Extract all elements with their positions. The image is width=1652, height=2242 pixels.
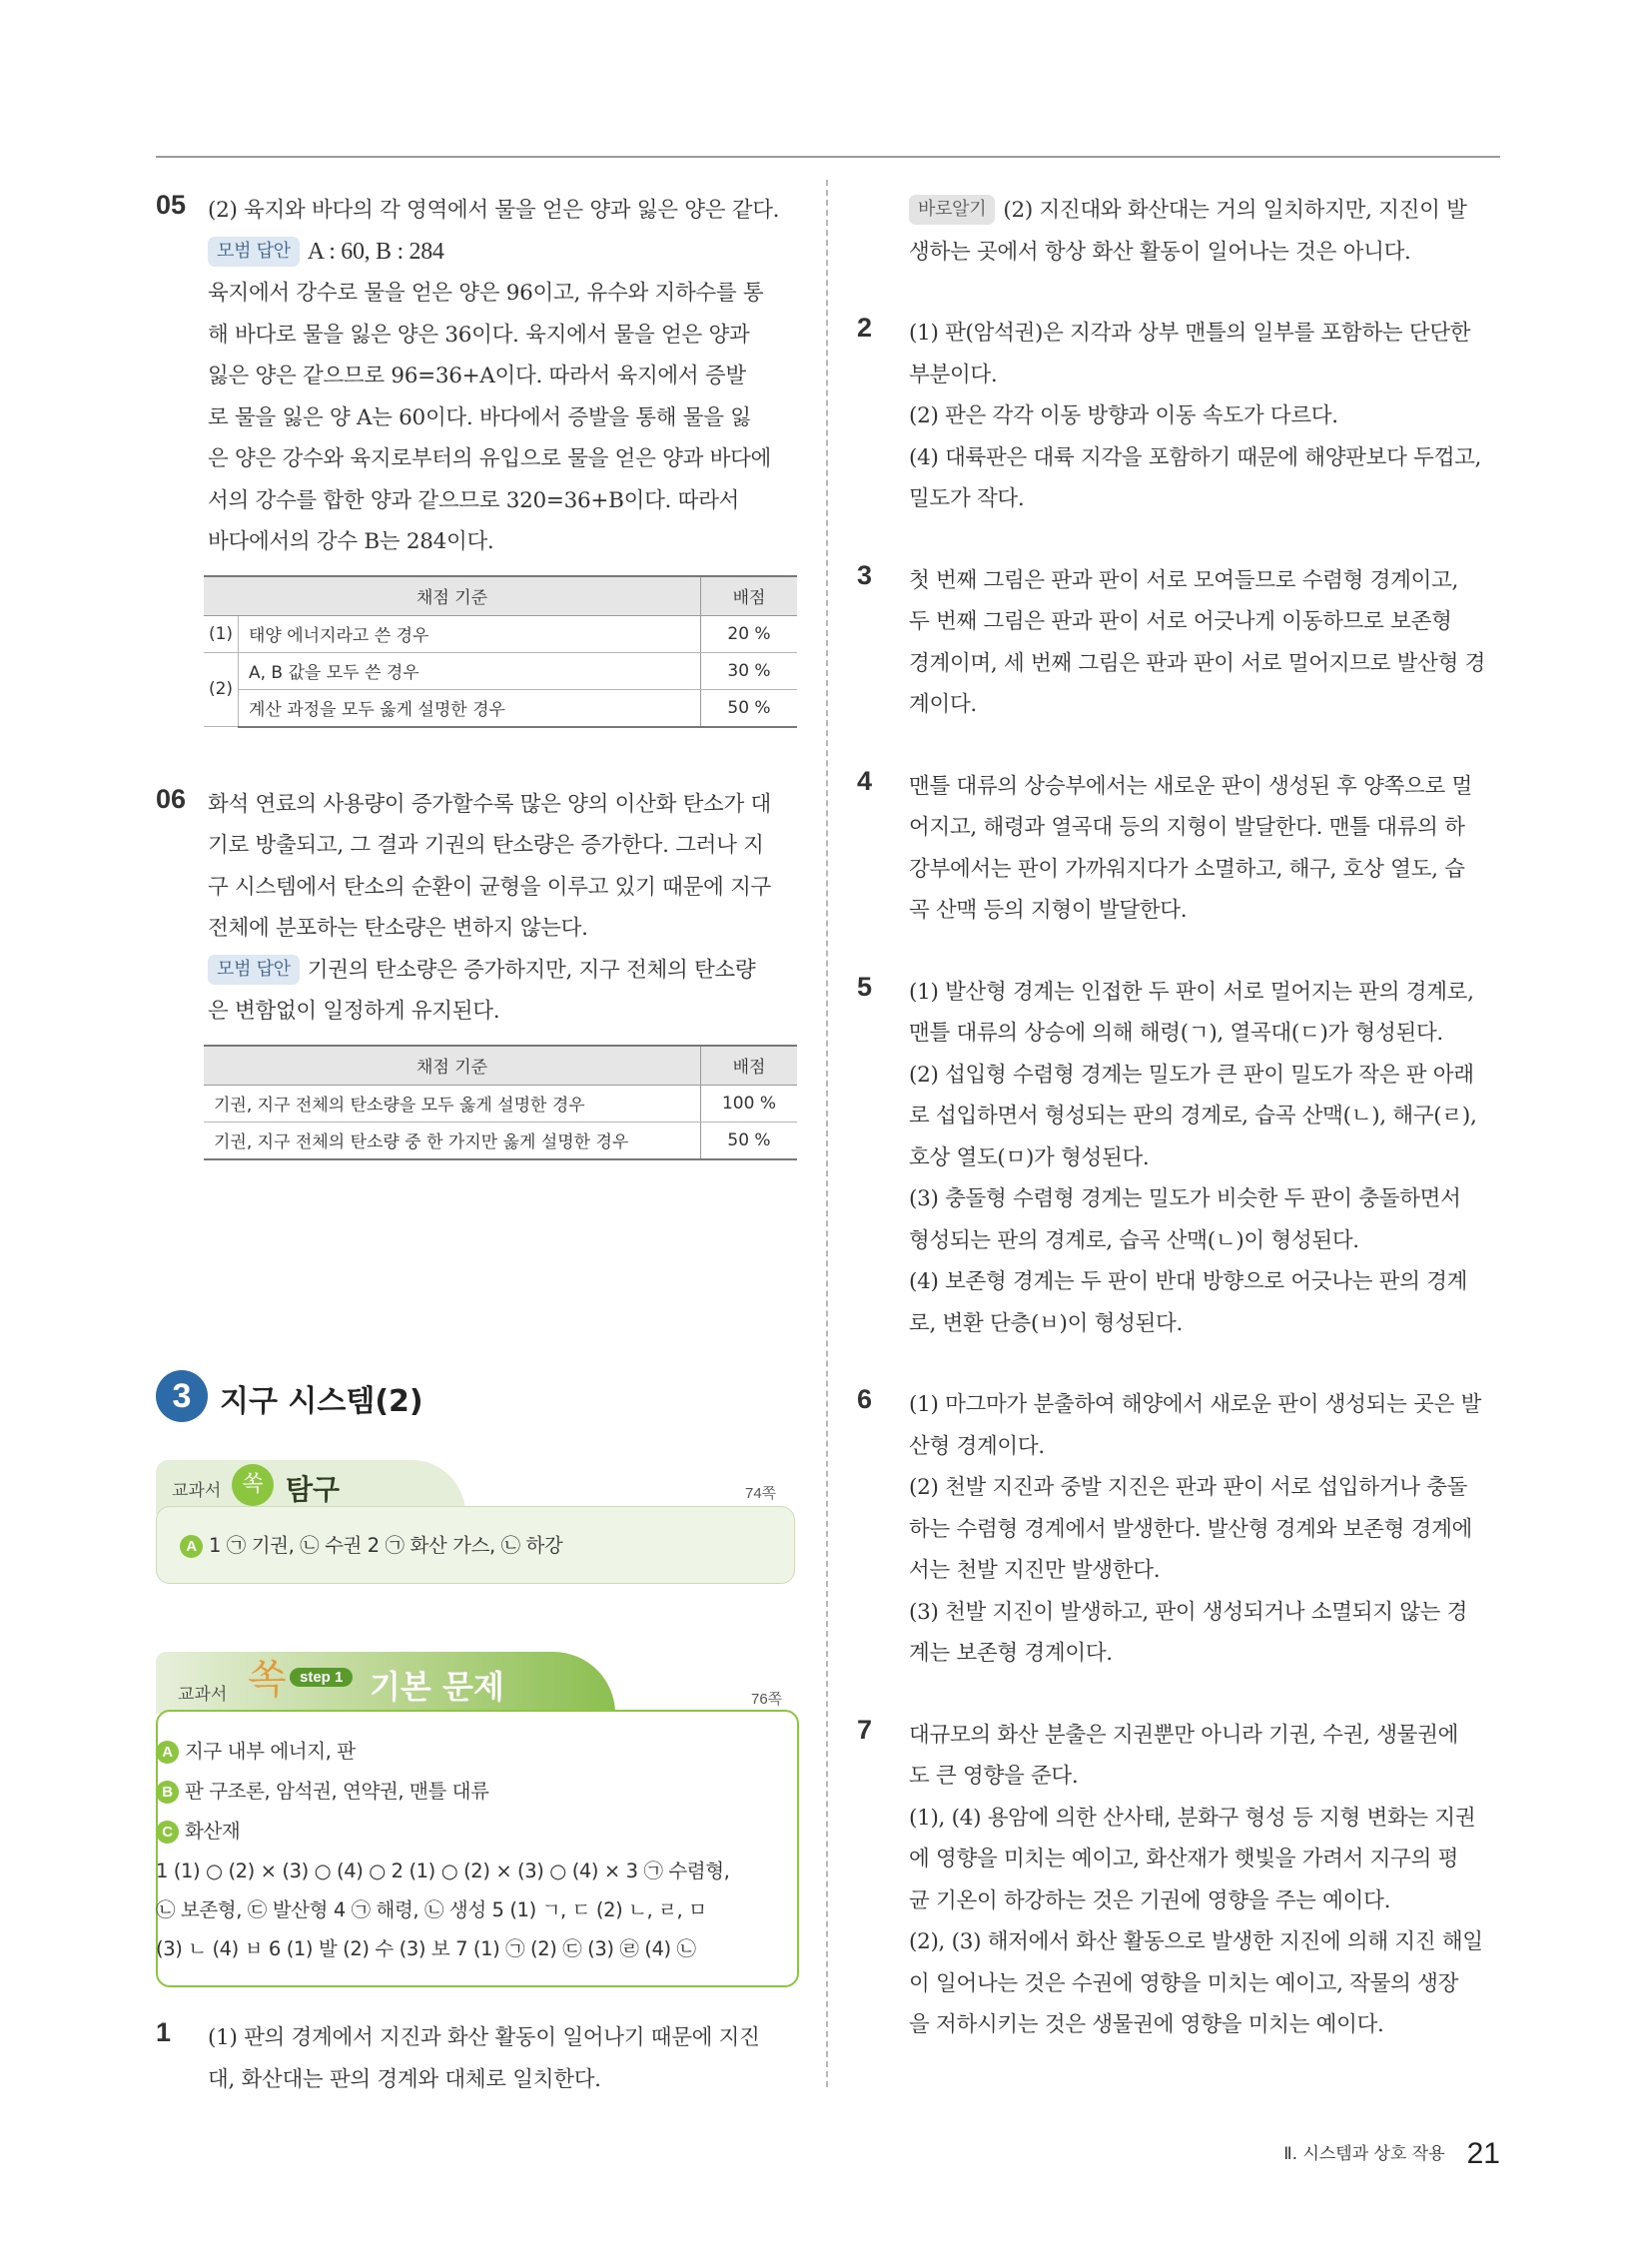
model-answer-line: 은 변함없이 일정하게 유지된다. [208, 999, 500, 1024]
answer-line: 강부에서는 판이 가까워지다가 소멸하고, 해구, 호상 열도, 습 [909, 856, 1465, 882]
question-5 [857, 972, 1500, 1345]
leaf-icon: 쏙 [232, 1464, 274, 1506]
answer-line: 맨틀 대류의 상승부에서는 새로운 판이 생성된 후 양쪽으로 멀 [909, 773, 1473, 799]
question-number: 1 [156, 2017, 172, 2047]
table-row [204, 689, 797, 727]
answer-line: 기로 방출되고, 그 결과 기권의 탄소량은 증가한다. 그러나 지 [208, 833, 764, 858]
score-cell: 20 % [701, 615, 798, 652]
answer-line: 서는 천발 지진만 발생한다. [909, 1558, 1161, 1583]
explain-line: 로 물을 잃은 양 A는 60이다. 바다에서 증발을 통해 물을 잃 [208, 404, 751, 430]
basic-content [156, 1736, 729, 1972]
question-1 [156, 2017, 847, 2100]
list-item [156, 1816, 729, 1856]
answer-line: 대, 화산대는 판의 경계와 대체로 일치한다. [208, 2066, 601, 2092]
answer-line: 도 큰 영향을 준다. [909, 1764, 1079, 1789]
fix-text: (2) 지진대와 화산대는 거의 일치하지만, 지진이 발 [1003, 198, 1467, 223]
answer-line: (2) 천발 지진과 중발 지진은 판과 판이 서로 섭입하거나 충돌 [909, 1475, 1468, 1500]
section-number: 3 [156, 1370, 208, 1422]
section-title: 지구 시스템(2) [220, 1384, 423, 1419]
left-column [156, 190, 795, 1160]
grading-table-06 [204, 1045, 797, 1160]
answer-line: (1) 발산형 경계는 인접한 두 판이 서로 멀어지는 판의 경계로, [909, 979, 1474, 1005]
answer-line: 두 번째 그림은 판과 판이 서로 어긋나게 이동하므로 보존형 [909, 609, 1452, 634]
table-header-row [204, 1046, 797, 1086]
score-header: 배점 [701, 576, 798, 616]
answer-line: 어지고, 해령과 열곡대 등의 지형이 발달한다. 맨틀 대류의 하 [909, 815, 1465, 840]
answer-line: (2), (3) 해저에서 화산 활동으로 발생한 지진에 의해 지진 해일 [909, 1929, 1483, 1954]
answer-line: 맨틀 대류의 상승에 의해 해령(ㄱ), 열곡대(ㄷ)가 형성된다. [909, 1021, 1443, 1046]
right-column [857, 190, 1500, 2046]
answer-line: 로 섭입하면서 형성되는 판의 경계로, 습곡 산맥(ㄴ), 해구(ㄹ), [909, 1104, 1477, 1128]
question-7 [857, 1715, 1500, 2046]
question-number: 5 [857, 971, 873, 1002]
score-cell: 100 % [701, 1085, 798, 1121]
badge-c-icon: C [156, 1821, 179, 1844]
score-cell: 50 % [701, 689, 798, 727]
explain-line: 서의 강수를 합한 양과 같으므로 320=36+B이다. 따라서 [208, 487, 740, 513]
answer-line: 구 시스템에서 탄소의 순환이 균형을 이루고 있기 때문에 지구 [208, 874, 772, 900]
question-05 [156, 190, 795, 563]
answer-line: 밀도가 작다. [909, 486, 1025, 511]
answer-line: 1 (1) ○ (2) × (3) ○ (4) ○ 2 (1) ○ (2) × (3) ○ (4) × 3 ㉠ 수렴형, [156, 1860, 730, 1882]
model-answer: 기권의 탄소량은 증가하지만, 지구 전체의 탄소량 [307, 957, 756, 983]
explain-line: 육지에서 강수로 물을 얻은 양은 96이고, 유수와 지하수를 통 [208, 281, 764, 306]
criteria-cell: 계산 과정을 모두 옳게 설명한 경우 [239, 689, 701, 727]
question-number: 3 [857, 559, 873, 590]
answer-line: 호상 열도(ㅁ)가 형성된다. [909, 1144, 1150, 1170]
answer-line: 산형 경계이다. [909, 1433, 1045, 1459]
page-reference: 76쪽 [751, 1691, 783, 1708]
part-cell: (1) [204, 615, 239, 652]
table-row [204, 615, 797, 652]
answer-line: (3) ㄴ (4) ㅂ 6 (1) 발 (2) 수 (3) 보 7 (1) ㉠ (2) ㉢ (3) ㉣ (4) ㉡ [156, 1937, 696, 1960]
table-row [204, 1085, 797, 1121]
score-header: 배점 [701, 1046, 798, 1086]
answer-line: (1), (4) 용암에 의한 산사태, 분화구 형성 등 지형 변화는 지권 [909, 1805, 1476, 1831]
answer-line: 계는 보존형 경계이다. [909, 1641, 1113, 1666]
criteria-cell: 기권, 지구 전체의 탄소량을 모두 옳게 설명한 경우 [204, 1085, 701, 1121]
explain-line: 은 양은 강수와 육지로부터의 유입으로 물을 얻은 양과 바다에 [208, 446, 772, 471]
basic-problems-box [156, 1652, 799, 1987]
question-3 [857, 560, 1500, 726]
page-footer [1283, 2137, 1500, 2171]
answer-line: 에 영향을 미치는 예이고, 화산재가 햇빛을 가려서 지구의 평 [909, 1847, 1459, 1871]
criteria-header: 채점 기준 [204, 576, 701, 616]
answer-line: 부분이다. [909, 362, 998, 387]
list-item-text: 화산재 [185, 1820, 241, 1843]
step-badge: step 1 [290, 1668, 353, 1687]
model-answer: A : 60, B : 284 [307, 238, 444, 265]
question-number: 06 [156, 783, 187, 814]
question-06 [156, 784, 795, 1033]
grading-table-05 [204, 575, 797, 728]
answer-line: 하는 수렴형 경계에서 발생한다. 발산형 경계와 보존형 경계에 [909, 1516, 1473, 1542]
answer-line: 화석 연료의 사용량이 증가할수록 많은 양의 이산화 탄소가 대 [208, 791, 772, 817]
fix-line [909, 190, 1500, 232]
criteria-cell: 태양 에너지라고 쓴 경우 [239, 615, 701, 652]
page-reference: 74쪽 [745, 1485, 777, 1502]
textbook-label: 교과서 [172, 1481, 222, 1501]
model-answer-line [208, 950, 795, 992]
textbook-label: 교과서 [178, 1685, 228, 1705]
score-cell: 30 % [701, 652, 798, 689]
badge-a-icon: A [156, 1741, 179, 1764]
answer-line: 곡 산맥 등의 지형이 발달한다. [909, 898, 1188, 923]
answer-line: 경계이며, 세 번째 그림은 판과 판이 서로 멀어지므로 발산형 경 [909, 650, 1486, 676]
page-number: 21 [1466, 2137, 1500, 2170]
inquiry-answer-text: 1 ㉠ 기권, ㉡ 수권 2 ㉠ 화산 가스, ㉡ 하강 [209, 1534, 563, 1557]
badge-b-icon: B [156, 1781, 179, 1804]
list-item-text: 판 구조론, 암석권, 연약권, 맨틀 대류 [185, 1780, 489, 1803]
chapter-label: Ⅱ. 시스템과 상호 작용 [1283, 2144, 1445, 2164]
answer-line: (4) 대륙판은 대륙 지각을 포함하기 때문에 해양판보다 두껍고, [909, 444, 1482, 470]
question-4 [857, 766, 1500, 932]
answer-line: 대규모의 화산 분출은 지권뿐만 아니라 기권, 수권, 생물권에 [909, 1722, 1459, 1748]
explain-line: 잃은 양은 같으므로 96=36+A이다. 따라서 육지에서 증발 [208, 364, 746, 388]
answer-line: (4) 보존형 경계는 두 판이 반대 방향으로 어긋나는 판의 경계 [909, 1269, 1468, 1294]
criteria-cell: A, B 값을 모두 쓴 경우 [239, 652, 701, 689]
explain-line: 바다에서의 강수 B는 284이다. [208, 529, 494, 554]
top-rule [156, 156, 1500, 158]
part-cell: (2) [204, 652, 239, 727]
question-number: 7 [857, 1714, 873, 1745]
list-item-text: 지구 내부 에너지, 판 [185, 1740, 356, 1763]
answer-line: (2) 섭입형 수렴형 경계는 밀도가 큰 판이 밀도가 작은 판 아래 [909, 1062, 1474, 1088]
fix-line: 생하는 곳에서 항상 화산 활동이 일어나는 것은 아니다. [909, 239, 1411, 265]
question-number: 6 [857, 1384, 873, 1414]
answer-line: 계이다. [909, 692, 977, 717]
table-header-row [204, 576, 797, 616]
leaf-icon: 쏙 [248, 1657, 287, 1703]
question-number: 4 [857, 765, 873, 796]
basic-title: 기본 문제 [370, 1668, 504, 1706]
score-cell: 50 % [701, 1121, 798, 1159]
answer-line: (1) 마그마가 분출하여 해양에서 새로운 판이 생성되는 곳은 발 [909, 1392, 1482, 1417]
answer-line: 첫 번째 그림은 판과 판이 서로 모여들므로 수렴형 경계이고, [909, 567, 1459, 593]
question-2 [857, 313, 1500, 520]
model-answer-line [208, 232, 795, 274]
model-answer-tag: 모범 답안 [208, 955, 300, 985]
answer-line: 형성되는 판의 경계로, 습곡 산맥(ㄴ)이 형성된다. [909, 1227, 1359, 1253]
inquiry-box [156, 1460, 795, 1584]
answer-line: 균 기온이 하강하는 것은 기권에 영향을 주는 예이다. [909, 1887, 1391, 1913]
list-item [156, 1776, 729, 1816]
question-number: 05 [156, 190, 187, 220]
answer-line: ㉡ 보존형, ㉢ 발산형 4 ㉠ 해령, ㉡ 생성 5 (1) ㄱ, ㄷ (2) ㄴ, ㄹ, ㅁ [156, 1898, 707, 1921]
question-1-fix [857, 190, 1500, 273]
explain-line: 해 바다로 물을 잃은 양은 36이다. 육지에서 물을 얻은 양과 [208, 322, 750, 348]
answer-line: 을 저하시키는 것은 생물권에 영향을 미치는 예이다. [909, 2012, 1384, 2037]
column-divider [826, 180, 828, 2087]
answer-line: (3) 천발 지진이 발생하고, 판이 생성되거나 소멸되지 않는 경 [909, 1599, 1468, 1625]
fix-tag: 바로알기 [909, 195, 995, 225]
table-row [204, 1121, 797, 1159]
answer-line: (2) 판은 각각 이동 방향과 이동 속도가 다르다. [909, 403, 1338, 428]
answer-line: (3) 충돌형 수렴형 경계는 밀도가 비슷한 두 판이 충돌하면서 [909, 1186, 1461, 1211]
answer-line: (2) 육지와 바다의 각 영역에서 물을 얻은 양과 잃은 양은 같다. [208, 198, 780, 223]
question-6 [857, 1384, 1500, 1675]
answer-line: 로, 변환 단층(ㅂ)이 형성된다. [909, 1310, 1184, 1336]
criteria-cell: 기권, 지구 전체의 탄소량 중 한 가지만 옳게 설명한 경우 [204, 1121, 701, 1159]
inquiry-answer [180, 1530, 562, 1558]
question-number: 2 [857, 313, 873, 343]
table-row [204, 652, 797, 689]
badge-a-icon: A [180, 1535, 203, 1558]
criteria-header: 채점 기준 [204, 1046, 701, 1086]
answer-line: 전체에 분포하는 탄소량은 변하지 않는다. [208, 916, 588, 941]
inquiry-title: 탐구 [286, 1473, 341, 1506]
model-answer-tag: 모범 답안 [208, 237, 300, 267]
answer-line: (1) 판(암석권)은 지각과 상부 맨틀의 일부를 포함하는 단단한 [909, 321, 1471, 346]
answer-line: (1) 판의 경계에서 지진과 화산 활동이 일어나기 때문에 지진 [208, 2025, 760, 2050]
answer-line: 이 일어나는 것은 수권에 영향을 미치는 예이고, 작물의 생장 [909, 1970, 1459, 1996]
list-item [156, 1736, 729, 1776]
